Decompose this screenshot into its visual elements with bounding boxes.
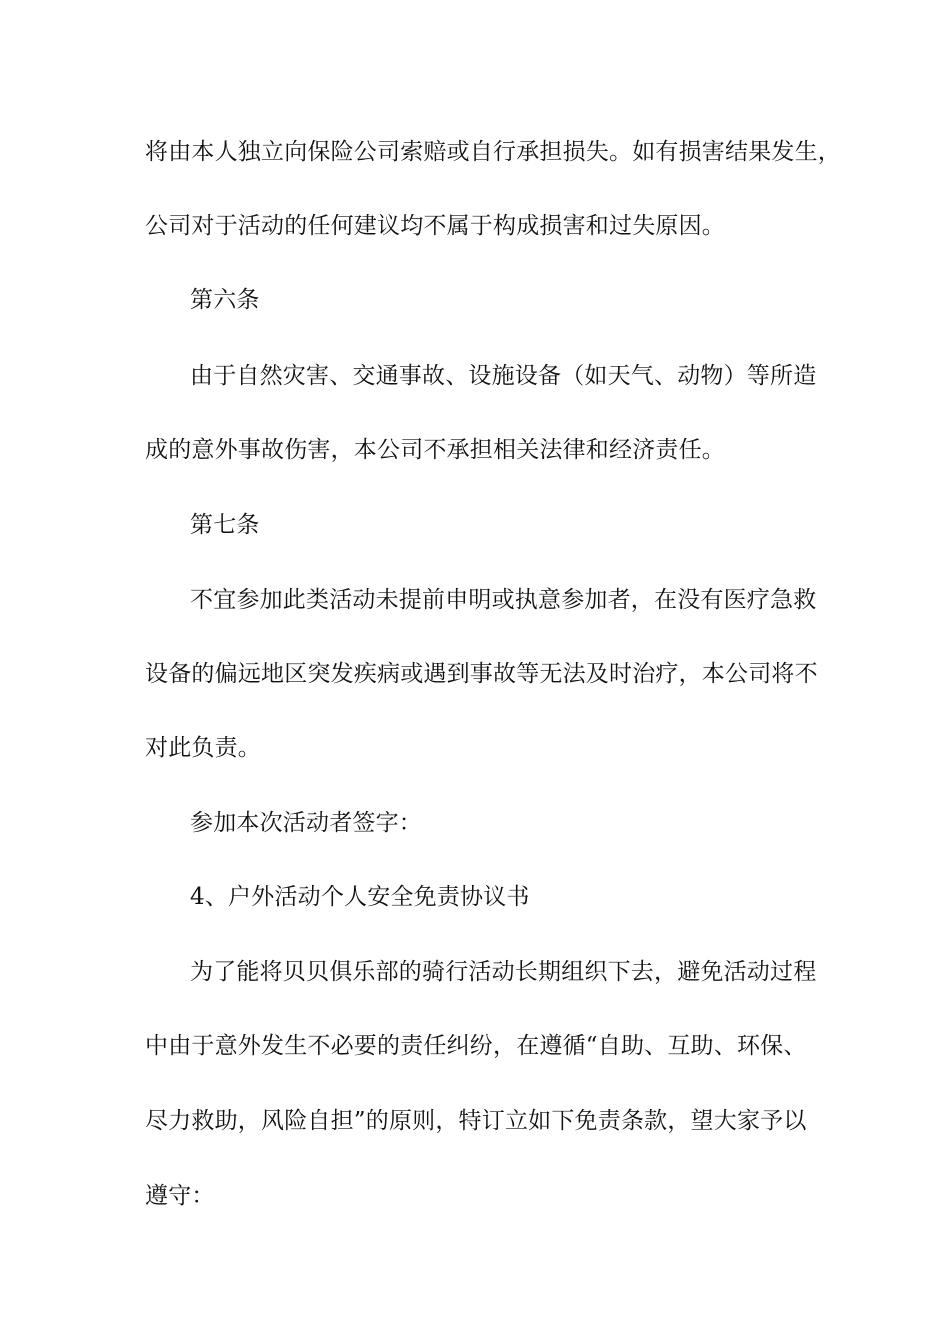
paragraph-line: 将由本人独立向保险公司索赔或自行承担损失。如有损害结果发生，	[145, 139, 841, 165]
article-heading-6: 第六条	[190, 287, 260, 313]
paragraph-line: 对此负责。	[145, 735, 261, 761]
paragraph-line: 中由于意外发生不必要的责任纠纷，在遵循“自助、互助、环保、	[145, 1033, 807, 1059]
paragraph-line: 不宜参加此类活动未提前申明或执意参加者，在没有医疗急救	[190, 587, 817, 613]
paragraph-line: 由于自然灾害、交通事故、设施设备（如天气、动物）等所造	[190, 363, 817, 389]
paragraph-line: 为了能将贝贝俱乐部的骑行活动长期组织下去，避免活动过程	[190, 959, 817, 985]
signature-label: 参加本次活动者签字：	[190, 810, 422, 836]
paragraph-line: 成的意外事故伤害，本公司不承担相关法律和经济责任。	[145, 437, 725, 463]
paragraph-line: 设备的偏远地区突发疾病或遇到事故等无法及时治疗，本公司将不	[145, 661, 818, 687]
paragraph-line: 遵守：	[145, 1183, 215, 1209]
paragraph-line: 公司对于活动的任何建议均不属于构成损害和过失原因。	[145, 213, 725, 239]
article-heading-7: 第七条	[190, 512, 260, 538]
paragraph-line: 尽力救助，风险自担”的原则，特订立如下免责条款，望大家予以	[145, 1108, 807, 1134]
section-title: 4、户外活动个人安全免责协议书	[190, 884, 530, 910]
